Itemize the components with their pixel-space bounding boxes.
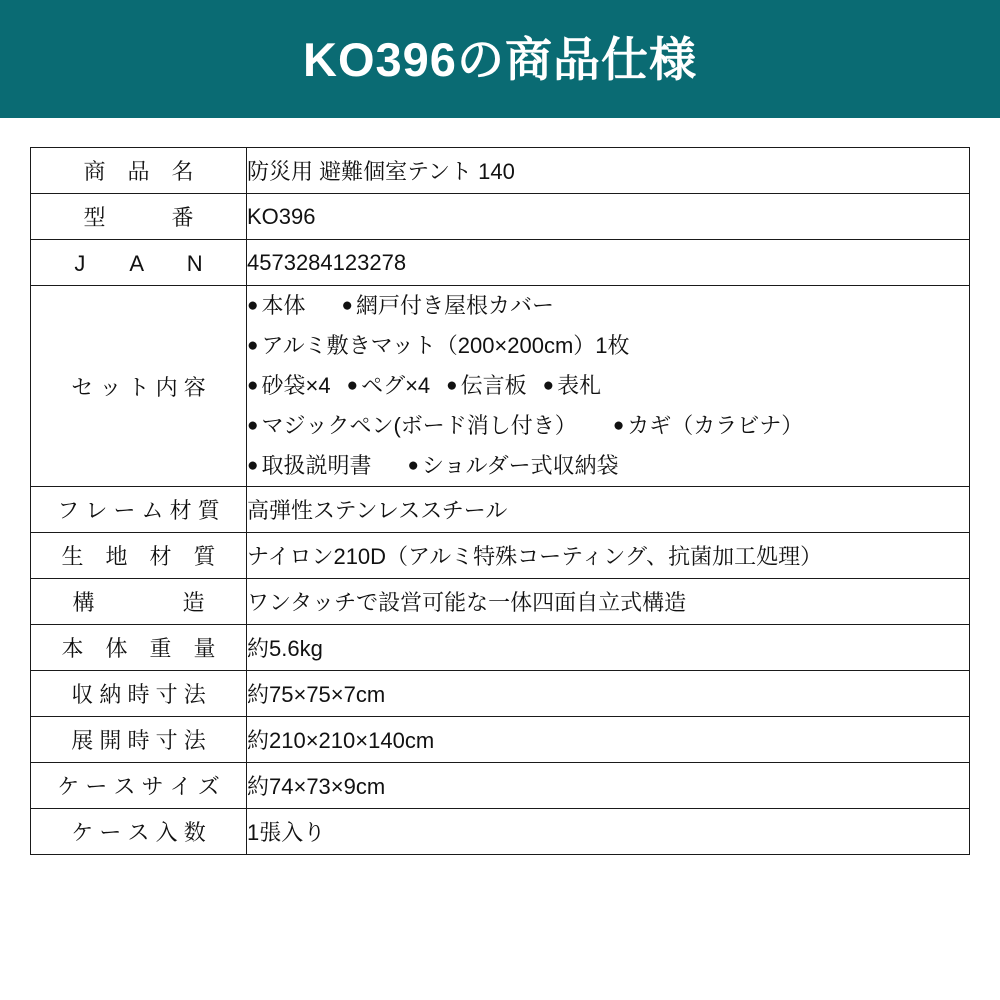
spec-label-cell: セ ッ ト 内 容	[31, 286, 247, 487]
table-row	[31, 671, 970, 717]
table-row	[31, 579, 970, 625]
table-row	[31, 286, 970, 487]
spec-table	[30, 147, 970, 855]
spec-value-cell: 約75×75×7cm	[247, 671, 970, 717]
set-content-line	[247, 446, 969, 486]
set-content-item: 取扱説明書	[261, 453, 372, 478]
table-row	[31, 809, 970, 855]
table-row	[31, 533, 970, 579]
set-content-item: カギ（カラビナ）	[627, 413, 804, 438]
spec-label-cell: 商 品 名	[31, 148, 247, 194]
bullet-icon: ●	[247, 295, 259, 316]
table-row	[31, 240, 970, 286]
set-content-line	[247, 406, 969, 446]
spec-label-cell: ケ ー ス 入 数	[31, 809, 247, 855]
spec-value-cell: 約74×73×9cm	[247, 763, 970, 809]
spec-value-cell: KO396	[247, 194, 970, 240]
bullet-icon: ●	[247, 335, 259, 356]
spec-table-container	[0, 118, 1000, 855]
table-row	[31, 148, 970, 194]
spec-label-cell: ケ ー ス サ イ ズ	[31, 763, 247, 809]
set-content-item: ショルダー式収納袋	[421, 453, 619, 478]
bullet-icon: ●	[247, 415, 259, 436]
table-row	[31, 487, 970, 533]
set-content-item: 表札	[557, 373, 602, 398]
set-content-item: アルミ敷きマット（200×200cm）1枚	[261, 333, 630, 358]
spec-label-cell: J A N	[31, 240, 247, 286]
spec-value-cell: 高弾性ステンレススチール	[247, 487, 970, 533]
set-content-line	[247, 326, 969, 366]
table-row	[31, 717, 970, 763]
spec-label-cell: 本 体 重 量	[31, 625, 247, 671]
bullet-icon: ●	[612, 415, 625, 436]
spec-label-cell: 型 番	[31, 194, 247, 240]
spec-label-cell: フ レ ー ム 材 質	[31, 487, 247, 533]
table-row	[31, 763, 970, 809]
set-content-item: 本体	[261, 293, 306, 318]
page-header	[0, 0, 1000, 118]
table-row	[31, 625, 970, 671]
spec-value-cell: 約5.6kg	[247, 625, 970, 671]
bullet-icon: ●	[346, 375, 359, 396]
set-content-item: 伝言板	[460, 373, 527, 398]
set-content-item: 砂袋×4	[261, 373, 331, 398]
set-content-item: マジックペン(ボード消し付き）	[261, 413, 577, 438]
spec-value-cell	[247, 286, 970, 487]
spec-value-cell: 防災用 避難個室テント 140	[247, 148, 970, 194]
spec-table-body	[31, 148, 970, 855]
set-content-line	[247, 286, 969, 326]
spec-value-cell: 約210×210×140cm	[247, 717, 970, 763]
table-row	[31, 194, 970, 240]
bullet-icon: ●	[446, 375, 458, 396]
spec-value-cell: ナイロン210D（アルミ特殊コーティング、抗菌加工処理）	[247, 533, 970, 579]
bullet-icon: ●	[247, 375, 259, 396]
spec-label-cell: 生 地 材 質	[31, 533, 247, 579]
spec-value-cell: ワンタッチで設営可能な一体四面自立式構造	[247, 579, 970, 625]
spec-value-cell: 4573284123278	[247, 240, 970, 286]
spec-label-cell: 構 造	[31, 579, 247, 625]
set-content-item: ペグ×4	[361, 373, 431, 398]
set-content-item: 網戸付き屋根カバー	[355, 293, 554, 318]
spec-label-cell: 展 開 時 寸 法	[31, 717, 247, 763]
bullet-icon: ●	[407, 455, 419, 476]
bullet-icon: ●	[247, 455, 259, 476]
page-title: KO396の商品仕様	[303, 32, 697, 86]
bullet-icon: ●	[341, 295, 353, 316]
set-content-line	[247, 366, 969, 406]
spec-value-cell: 1張入り	[247, 809, 970, 855]
bullet-icon: ●	[542, 375, 555, 396]
spec-label-cell: 収 納 時 寸 法	[31, 671, 247, 717]
